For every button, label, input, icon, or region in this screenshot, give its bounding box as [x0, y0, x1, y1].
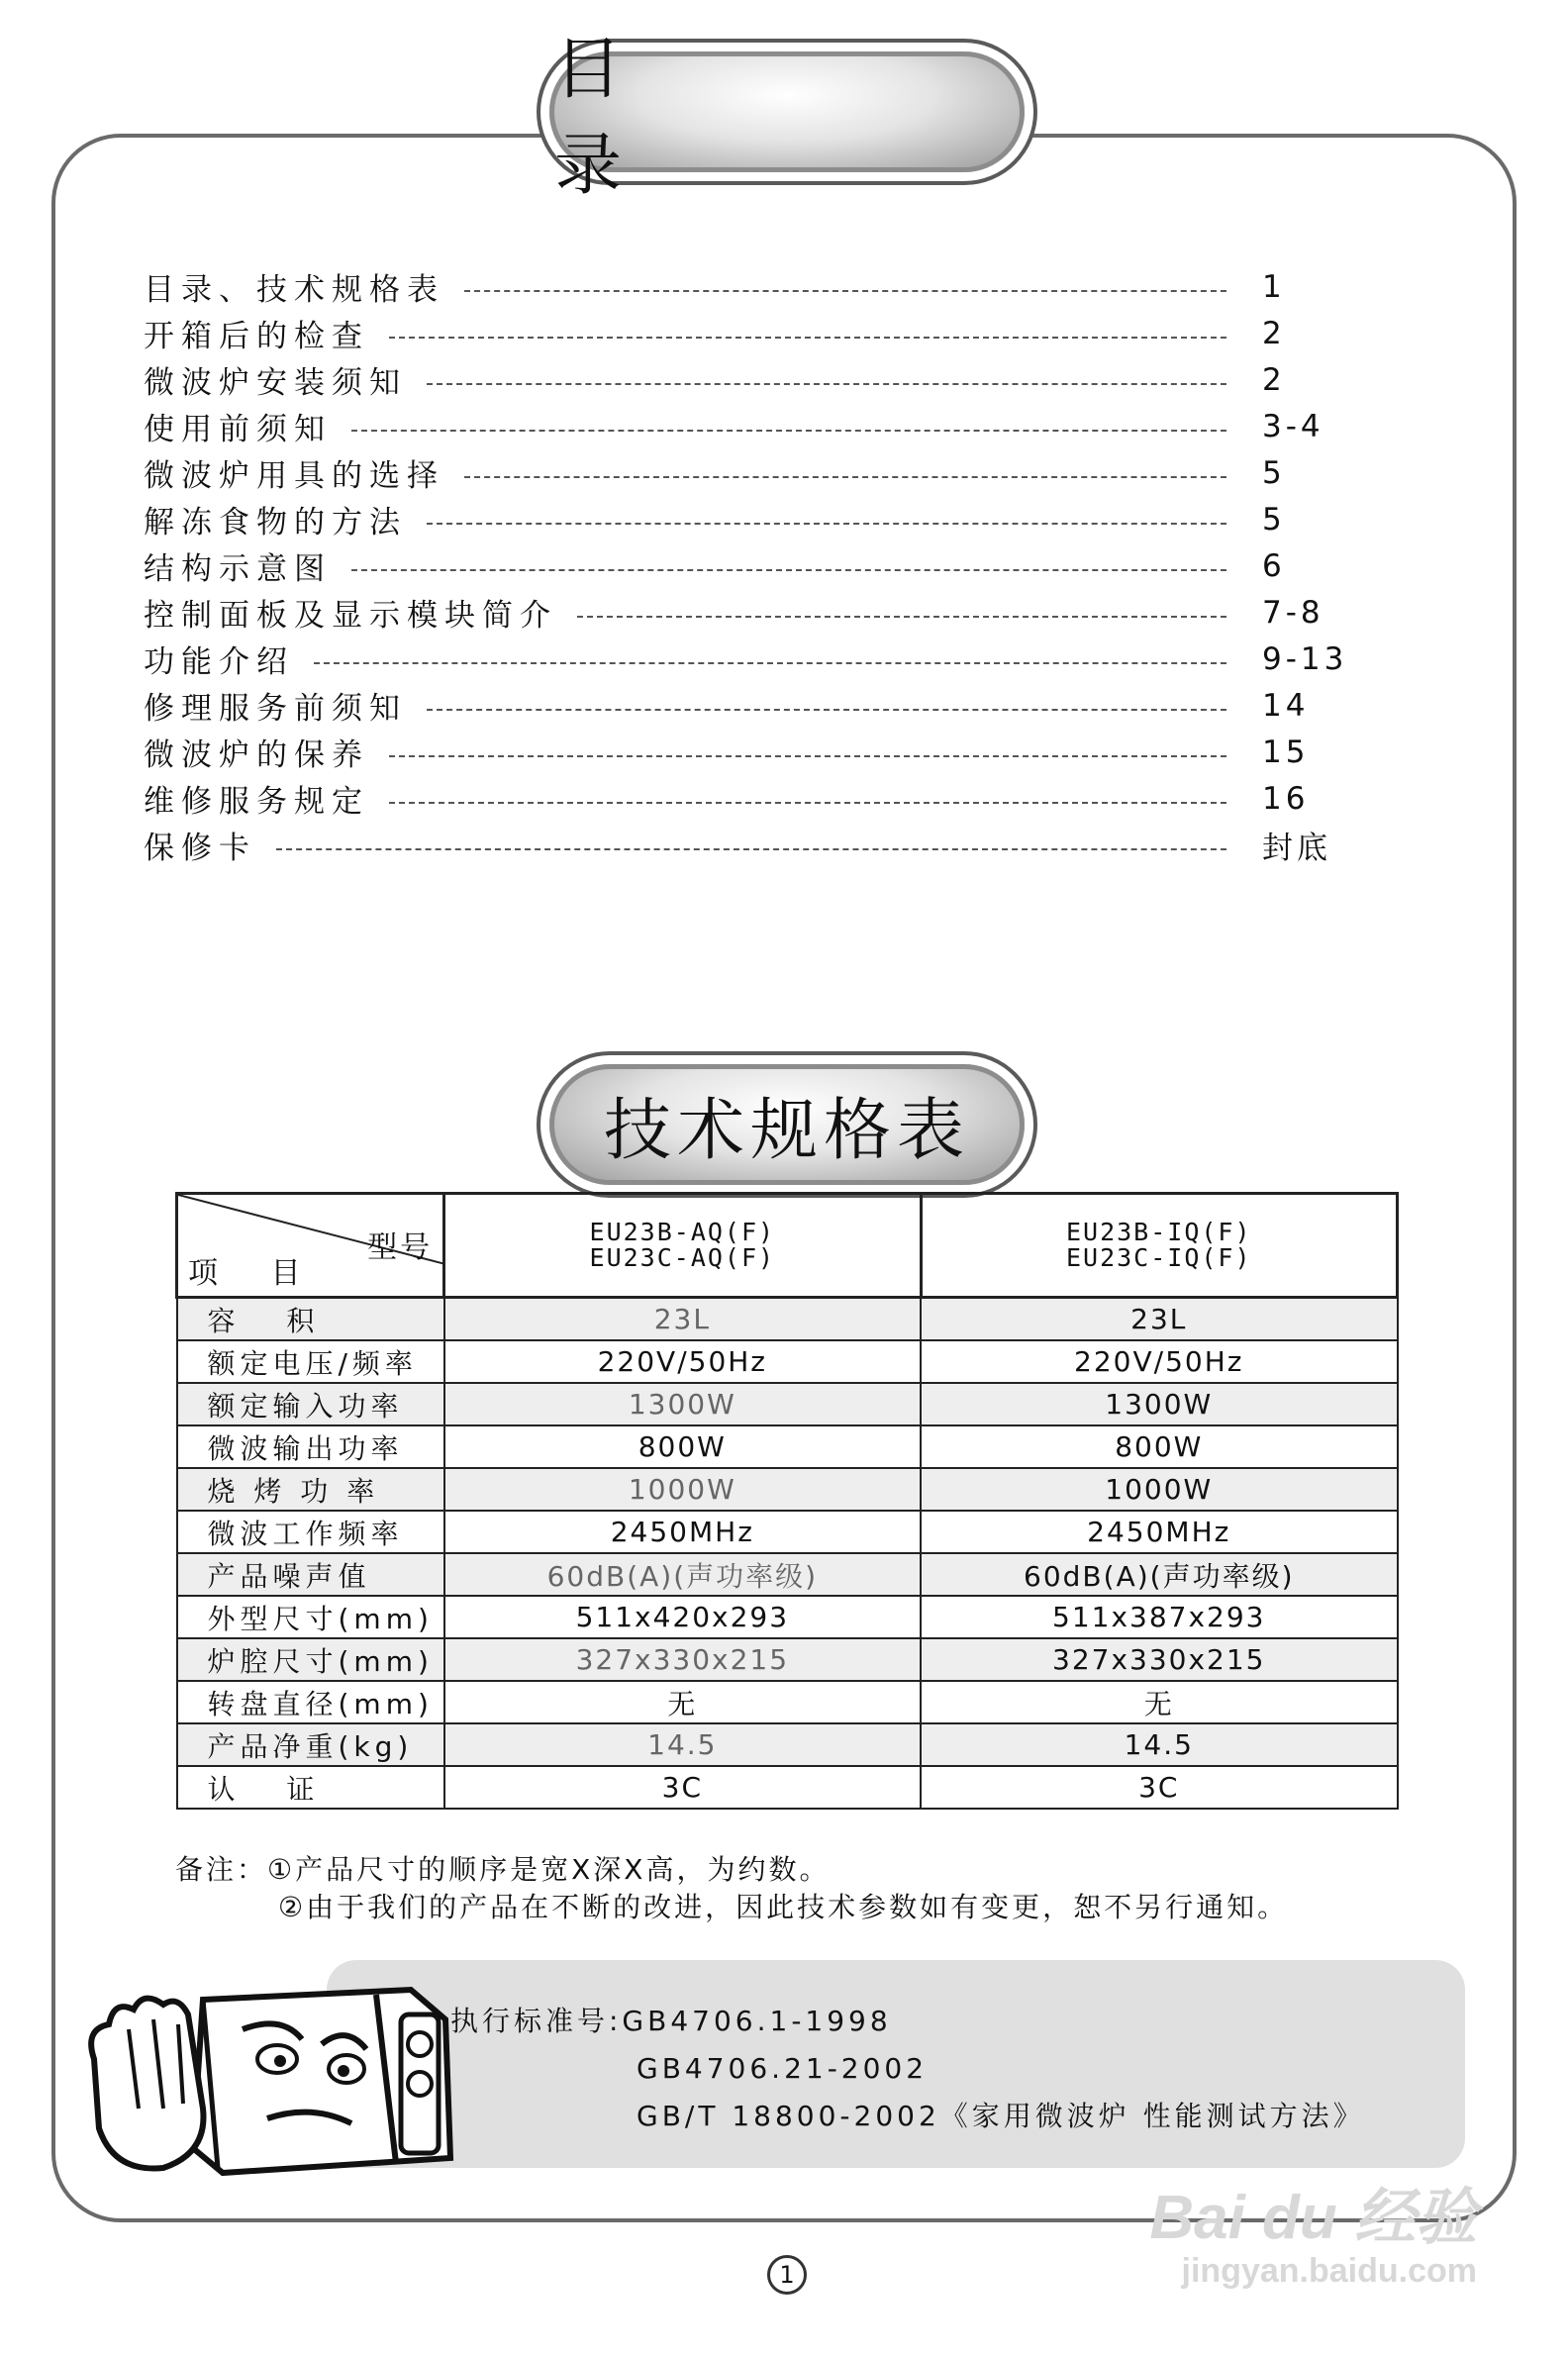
page-number: 1: [767, 2255, 807, 2295]
standard-line: GB/T 18800-2002《家用微波炉 性能测试方法》: [637, 2100, 1365, 2132]
toc-leader: [276, 848, 1226, 850]
spec-table: [175, 1192, 1399, 1810]
toc-item[interactable]: [144, 822, 1351, 868]
toc-item-label: 修理服务前须知: [144, 691, 407, 727]
toc-item[interactable]: [144, 356, 1351, 403]
standard-line: 执行标准号:GB4706.1-1998: [450, 2005, 892, 2037]
toc-item-page: 7-8: [1262, 594, 1324, 631]
item-label: 项 目: [188, 1256, 323, 1291]
model-name: EU23C-AQ(F): [589, 1243, 776, 1272]
toc-item[interactable]: [144, 496, 1351, 542]
spec-value: 220V/50Hz: [921, 1340, 1397, 1383]
spec-value: 327x330x215: [921, 1638, 1397, 1681]
toc-leader: [577, 616, 1226, 618]
toc-item-label: 目录、技术规格表: [144, 272, 444, 308]
toc-item-label: 结构示意图: [144, 551, 332, 587]
spec-value: 3C: [444, 1766, 921, 1809]
toc-leader: [464, 476, 1226, 478]
toc-leader: [314, 662, 1226, 664]
model-col-2: [921, 1194, 1397, 1298]
spec-value: 23L: [921, 1298, 1397, 1341]
table-row: [177, 1638, 1398, 1681]
spec-value: 1300W: [444, 1383, 921, 1425]
toc-item-label: 微波炉用具的选择: [144, 458, 444, 494]
spec-value: 14.5: [921, 1723, 1397, 1766]
table-row: [177, 1383, 1398, 1425]
spec-value: 2450MHz: [444, 1511, 921, 1553]
toc-item-page: 封底: [1262, 831, 1331, 866]
toc-leader: [351, 430, 1226, 432]
spec-value: 800W: [921, 1425, 1397, 1468]
toc-leader: [427, 709, 1226, 711]
toc-title: 目 录: [554, 31, 987, 205]
toc-leader: [427, 523, 1226, 525]
model-name: EU23B-AQ(F): [589, 1218, 776, 1246]
toc-item-page: 5: [1262, 454, 1286, 491]
table-row: [177, 1766, 1398, 1809]
toc-leader: [389, 755, 1226, 757]
table-row: [177, 1723, 1398, 1766]
spec-item: 容 积: [177, 1298, 444, 1341]
table-row: [177, 1511, 1398, 1553]
spec-item: 额定输入功率: [177, 1383, 444, 1425]
toc-item-page: 15: [1262, 734, 1310, 770]
toc-leader: [389, 802, 1226, 804]
toc-leader: [389, 337, 1226, 339]
spec-header-row: [177, 1194, 1398, 1298]
spec-value: 60dB(A)(声功率级): [921, 1553, 1397, 1596]
spec-item: 微波工作频率: [177, 1511, 444, 1553]
toc-item-page: 2: [1262, 361, 1286, 398]
toc-item[interactable]: [144, 775, 1351, 822]
spec-value: 511x420x293: [444, 1596, 921, 1638]
toc-item[interactable]: [144, 729, 1351, 775]
toc-item[interactable]: [144, 403, 1351, 449]
toc-leader: [351, 569, 1226, 571]
spec-value: 800W: [444, 1425, 921, 1468]
microwave-mascot-icon: [54, 1970, 470, 2198]
spec-value: 无: [444, 1681, 921, 1723]
toc-item-page: 2: [1262, 315, 1286, 351]
toc-item-label: 使用前须知: [144, 412, 332, 447]
spec-value: 511x387x293: [921, 1596, 1397, 1638]
toc-item-page: 3-4: [1262, 408, 1324, 444]
spec-value: 无: [921, 1681, 1397, 1723]
table-row: [177, 1553, 1398, 1596]
spec-value: 1300W: [921, 1383, 1397, 1425]
toc-item[interactable]: [144, 636, 1351, 682]
spec-item: 外型尺寸(mm): [177, 1596, 444, 1638]
toc-item[interactable]: [144, 310, 1351, 356]
toc-item-label: 控制面板及显示模块简介: [144, 598, 557, 634]
spec-value: 60dB(A)(声功率级): [444, 1553, 921, 1596]
spec-value: 1000W: [444, 1468, 921, 1511]
standards-text: [450, 1998, 1365, 2140]
toc-item[interactable]: [144, 589, 1351, 636]
table-row: [177, 1596, 1398, 1638]
spec-item: 转盘直径(mm): [177, 1681, 444, 1723]
toc-item[interactable]: [144, 542, 1351, 589]
spec-item: 烧 烤 功 率: [177, 1468, 444, 1511]
watermark-logo: Bai du 经验: [1149, 2184, 1477, 2252]
spec-value: 327x330x215: [444, 1638, 921, 1681]
table-row: [177, 1468, 1398, 1511]
toc-item[interactable]: [144, 682, 1351, 729]
toc-leader: [464, 290, 1226, 292]
toc-item-page: 14: [1262, 687, 1310, 724]
toc-item-label: 开箱后的检查: [144, 319, 369, 354]
toc-item[interactable]: [144, 263, 1351, 310]
table-row: [177, 1298, 1398, 1341]
note-1: 备注：①产品尺寸的顺序是宽X深X高，为约数。: [175, 1853, 831, 1886]
spec-value: 2450MHz: [921, 1511, 1397, 1553]
spec-value: 1000W: [921, 1468, 1397, 1511]
toc-item-label: 微波炉的保养: [144, 737, 369, 773]
spec-item: 额定电压/频率: [177, 1340, 444, 1383]
table-row: [177, 1340, 1398, 1383]
spec-value: 3C: [921, 1766, 1397, 1809]
spec-item: 产品噪声值: [177, 1553, 444, 1596]
table-row: [177, 1681, 1398, 1723]
toc-item-label: 保修卡: [144, 831, 256, 866]
model-name: EU23B-IQ(F): [1065, 1218, 1252, 1246]
spec-item: 炉腔尺寸(mm): [177, 1638, 444, 1681]
model-label: 型号: [367, 1230, 434, 1265]
note-2: ②由于我们的产品在不断的改进，因此技术参数如有变更，恕不另行通知。: [278, 1891, 1289, 1923]
toc-item-label: 功能介绍: [144, 644, 294, 680]
toc-item-page: 6: [1262, 547, 1286, 584]
table-of-contents: [144, 263, 1351, 868]
spec-value: 14.5: [444, 1723, 921, 1766]
model-col-1: [444, 1194, 921, 1298]
spec-value: 220V/50Hz: [444, 1340, 921, 1383]
spec-item: 产品净重(kg): [177, 1723, 444, 1766]
toc-item-label: 维修服务规定: [144, 784, 369, 820]
table-row: [177, 1425, 1398, 1468]
spec-title-badge: [549, 1064, 1025, 1185]
spec-title: 技术规格表: [603, 1091, 970, 1170]
model-name: EU23C-IQ(F): [1065, 1243, 1252, 1272]
toc-item-page: 1: [1262, 268, 1286, 305]
spec-value: 23L: [444, 1298, 921, 1341]
standard-line: GB4706.21-2002: [637, 2052, 929, 2085]
toc-item-page: 5: [1262, 501, 1286, 538]
toc-item-label: 解冻食物的方法: [144, 505, 407, 540]
toc-item[interactable]: [144, 449, 1351, 496]
watermark-url: jingyan.baidu.com: [1181, 2252, 1477, 2290]
toc-item-page: 9-13: [1262, 640, 1348, 677]
spec-corner-cell: [177, 1194, 444, 1298]
spec-notes: [175, 1851, 1288, 1926]
toc-leader: [427, 383, 1226, 385]
spec-item: 认 证: [177, 1766, 444, 1809]
toc-item-label: 微波炉安装须知: [144, 365, 407, 401]
toc-title-badge: [549, 31, 1025, 205]
toc-item-page: 16: [1262, 780, 1310, 817]
spec-item: 微波输出功率: [177, 1425, 444, 1468]
